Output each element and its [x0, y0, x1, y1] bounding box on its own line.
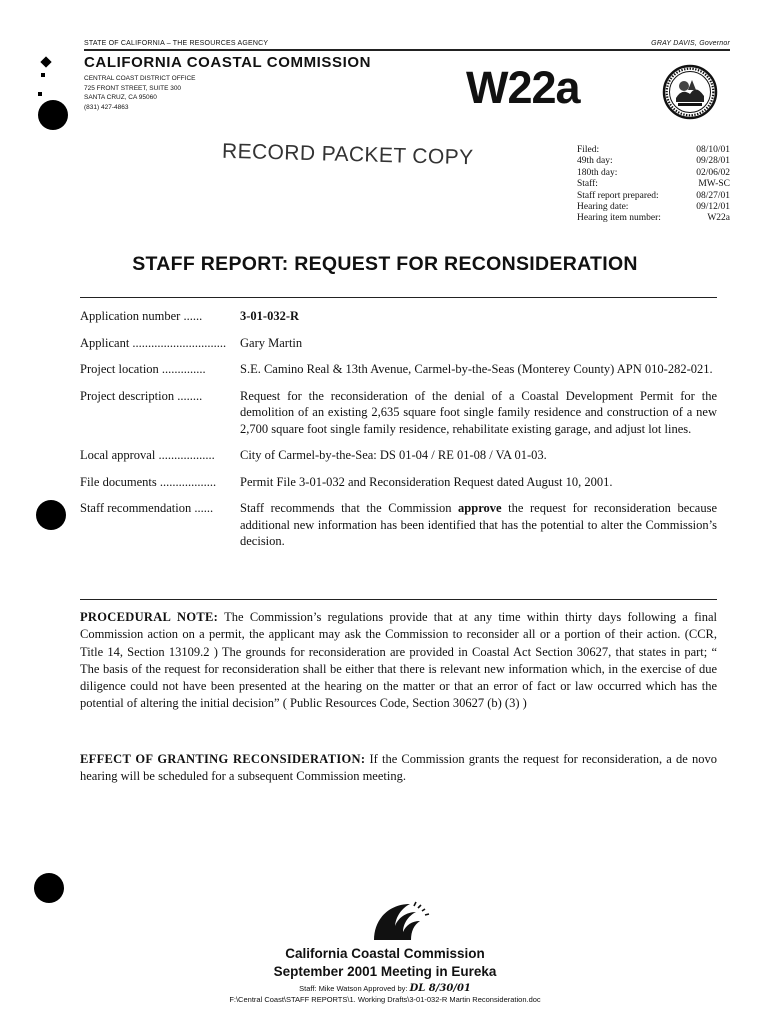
effect-heading: EFFECT OF GRANTING RECONSIDERATION:	[80, 752, 366, 766]
procedural-note-text: The Commission’s regulations provide that at any time within thirty days following a final Commission action on a permit, the applicant may ask the Commission to reconsider all or a portion of their action. (CCR, Title 14, Section 13109.2 ) The grounds for reconsideration are provided in Coastal Act Section 30627, that states in part; “ The basis of the request for reconsideration shall be either that there is relevant new information which, in the exercise of due diligence could not have been presented at the hearing on the matter or that an error of fact or law occurred which has the potential of altering the initial decision” ( Public Resources Code, Section 30627 (b) (3) )	[80, 610, 717, 711]
effect-text: If the Commission grants the request for reconsideration, a de novo hearing will be scheduled for a subsequent Commission meeting.	[80, 752, 717, 784]
footer-staff: Staff: Mike Watson Approved by:	[299, 984, 408, 993]
footer-organization: California Coastal Commission	[285, 946, 485, 961]
field-local-approval	[80, 447, 717, 464]
filing-value: 02/06/02	[696, 167, 730, 178]
coastal-wave-logo-icon	[370, 900, 432, 942]
filing-row-hearing-item	[577, 213, 730, 224]
recommendation-emphasis: approve	[458, 501, 502, 515]
office-name: CENTRAL COAST DISTRICT OFFICE	[84, 75, 196, 82]
filing-value: 09/12/01	[696, 202, 730, 213]
filing-label: Hearing item number:	[577, 213, 661, 224]
field-label: File documents	[80, 474, 157, 489]
office-street: 725 FRONT STREET, SUITE 300	[84, 84, 182, 92]
fields-rule	[80, 599, 717, 600]
field-label-cell: Local approval ..................	[80, 448, 215, 462]
punch-hole-middle	[36, 500, 66, 530]
approval-signature: DL 8/30/01	[409, 983, 471, 994]
field-project-location	[80, 361, 717, 378]
office-address	[84, 74, 195, 112]
filing-label: Staff:	[577, 179, 598, 190]
field-label-cell: Project description ........	[80, 388, 203, 403]
filing-label: Staff report prepared:	[577, 190, 659, 201]
punch-hole-bottom	[34, 873, 64, 903]
scan-mark	[38, 92, 42, 96]
filing-row-180th-day	[577, 168, 730, 179]
field-value: S.E. Camino Real & 13th Avenue, Carmel-by-the-Seas (Monterey County) APN 010-282-021.	[240, 362, 713, 376]
field-label: Project description	[80, 388, 175, 403]
report-title: STAFF REPORT: REQUEST FOR RECONSIDERATION	[132, 253, 638, 275]
field-label: Application number	[80, 309, 181, 323]
field-label-cell: Staff recommendation ......	[80, 501, 214, 515]
field-staff-recommendation	[80, 500, 717, 550]
field-project-description	[80, 388, 717, 438]
field-value: Permit File 3-01-032 and Reconsideration Request dated August 10, 2001.	[240, 474, 613, 489]
application-fields	[80, 308, 717, 560]
field-value: City of Carmel-by-the-Sea: DS 01-04 / RE 01-08 / VA 01-03.	[240, 448, 547, 462]
field-label-cell: Applicant ..............................	[80, 335, 227, 350]
governor-name: GRAY DAVIS, Governor	[651, 40, 730, 47]
field-value: Gary Martin	[240, 335, 303, 350]
field-value: 3-01-032-R	[240, 309, 300, 323]
field-label: Staff recommendation	[80, 501, 192, 515]
commission-name: CALIFORNIA COASTAL COMMISSION	[84, 54, 372, 71]
filing-value: 09/28/01	[696, 156, 730, 167]
filing-value: MW-SC	[698, 179, 730, 190]
field-applicant	[80, 335, 717, 352]
field-label-cell: Application number ......	[80, 309, 203, 323]
filing-label: Hearing date:	[577, 202, 629, 213]
filing-row-filed	[577, 145, 730, 156]
filing-value: 08/27/01	[696, 190, 730, 201]
filing-label: 49th day:	[577, 156, 613, 167]
filing-row-49th-day	[577, 156, 730, 167]
recommendation-text: the request for reconsideration because additional new information has been identified that has the potential to alter the Commission’s decision.	[240, 501, 718, 548]
filing-value: 08/10/01	[696, 145, 730, 155]
header-rule	[84, 49, 730, 51]
filing-row-hearing-date	[577, 202, 730, 213]
filing-row-report-prepared	[577, 191, 730, 202]
field-value	[240, 500, 717, 550]
field-application-number	[80, 308, 717, 325]
field-label: Local approval	[80, 448, 156, 462]
state-seal-icon	[662, 64, 718, 120]
field-label: Project location	[80, 362, 159, 376]
filing-info	[577, 145, 730, 225]
filing-row-staff	[577, 179, 730, 190]
procedural-note-heading: PROCEDURAL NOTE:	[80, 610, 219, 624]
agency-name: STATE OF CALIFORNIA – THE RESOURCES AGENCY	[84, 40, 269, 47]
field-label-cell: Project location ..............	[80, 362, 206, 376]
field-value: Request for the reconsideration of the denial of a Coastal Development Permit for the demolition of an existing 2,635 square foot single family residence and construction of a new 2,700 square foot single family residence, rehabilitate existing garage, and adjust lot lines.	[240, 388, 717, 436]
punch-hole-top	[38, 100, 68, 130]
procedural-note	[80, 609, 717, 713]
filing-label: 180th day:	[577, 167, 618, 178]
footer-meeting: September 2001 Meeting in Eureka	[273, 964, 497, 979]
title-rule	[80, 297, 717, 298]
item-code: W22a	[466, 62, 580, 113]
field-label-cell: File documents ..................	[80, 474, 217, 489]
field-label: Applicant	[80, 335, 130, 350]
record-packet-stamp: RECORD PACKET COPY	[221, 139, 474, 170]
footer-file-path: F:\Central Coast\STAFF REPORTS\1. Working Drafts\3-01-032-R Martin Reconsideration.doc	[229, 995, 541, 1004]
scan-mark	[41, 73, 45, 77]
effect-of-granting	[80, 751, 717, 786]
recommendation-text: Staff recommends that the Commission	[240, 501, 452, 515]
filing-value: W22a	[707, 213, 730, 224]
field-file-documents	[80, 474, 717, 491]
footer-staff-line	[0, 983, 770, 994]
scan-mark	[40, 56, 51, 67]
office-city: SANTA CRUZ, CA 95060	[84, 94, 157, 101]
filing-label: Filed:	[577, 145, 600, 155]
office-phone: (831) 427-4863	[84, 103, 129, 111]
agency-line	[84, 40, 730, 47]
